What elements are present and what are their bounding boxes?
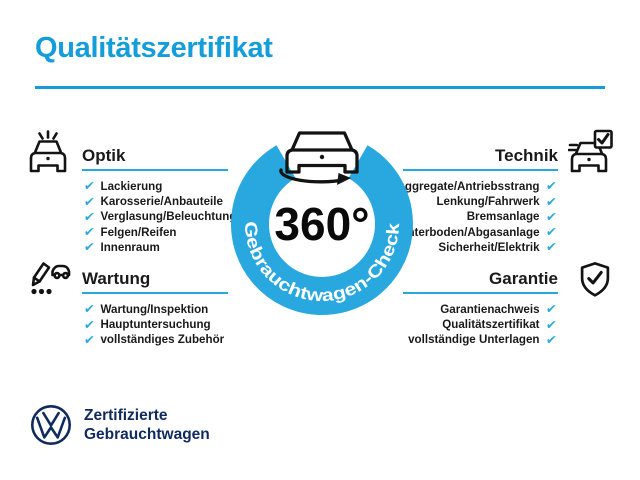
footer-line1: Zertifizierte <box>84 407 168 424</box>
section-heading-technik: Technik <box>495 146 558 165</box>
optik-checklist <box>84 179 236 255</box>
check-icon: ✔ <box>544 223 557 239</box>
section-rule-wartung <box>82 292 228 295</box>
section-rule-technik <box>403 169 558 172</box>
page-title: Qualitätszertifikat <box>35 32 273 64</box>
check-icon: ✔ <box>83 193 96 209</box>
list-item: Lenkung/Fahrwerk ✔ <box>436 193 557 209</box>
section-heading-wartung: Wartung <box>82 269 151 288</box>
list-item: Aggregate/Antriebsstrang ✔ <box>396 178 557 194</box>
footer-line2: Gebrauchtwagen <box>84 426 210 443</box>
check-icon: ✔ <box>544 193 557 209</box>
check-icon: ✔ <box>544 316 557 332</box>
list-item: Unterboden/Abgasanlage ✔ <box>399 223 557 239</box>
car-checkbox-icon <box>568 128 614 174</box>
list-item: ✔ Innenraum <box>83 239 160 255</box>
garantie-checklist <box>408 302 556 348</box>
section-heading-optik: Optik <box>82 146 126 165</box>
check-icon: ✔ <box>83 331 96 347</box>
wartung-checklist <box>84 302 224 348</box>
check-icon: ✔ <box>83 316 96 332</box>
section-heading-garantie: Garantie <box>489 269 558 288</box>
pencil-car-checklist-icon <box>26 258 72 304</box>
360-check-badge <box>222 114 422 324</box>
list-item: vollständige Unterlagen ✔ <box>408 331 557 347</box>
list-item: Bremsanlage ✔ <box>466 208 557 224</box>
check-icon: ✔ <box>544 208 557 224</box>
car-shine-icon <box>26 130 70 174</box>
list-item: ✔ Hauptuntersuchung <box>83 316 211 332</box>
list-item: ✔ Karosserie/Anbauteile <box>83 193 223 209</box>
car-rotate-icon <box>281 133 357 185</box>
section-rule-optik <box>82 169 228 172</box>
list-item: ✔ Verglasung/Beleuchtung <box>83 208 237 224</box>
check-icon: ✔ <box>83 239 96 255</box>
check-icon: ✔ <box>544 331 557 347</box>
check-icon: ✔ <box>544 301 557 317</box>
badge-value: 360° <box>274 198 370 250</box>
list-item: Sicherheit/Elektrik ✔ <box>438 239 557 255</box>
vw-logo <box>30 404 72 446</box>
list-item: ✔ Felgen/Reifen <box>83 223 177 239</box>
check-icon: ✔ <box>544 178 557 194</box>
check-icon: ✔ <box>83 208 96 224</box>
check-icon: ✔ <box>544 239 557 255</box>
title-divider <box>35 86 605 89</box>
section-rule-garantie <box>403 292 558 295</box>
list-item: ✔ Lackierung <box>83 178 163 194</box>
check-icon: ✔ <box>83 178 96 194</box>
footer-brand-text <box>84 406 210 444</box>
check-icon: ✔ <box>83 301 96 317</box>
list-item: Garantienachweis ✔ <box>440 301 557 317</box>
list-item: Qualitätszertifikat ✔ <box>442 316 557 332</box>
list-item: ✔ Wartung/Inspektion <box>83 301 209 317</box>
badge-ring-label: Gebrauchtwagen-Check <box>240 220 404 306</box>
check-icon: ✔ <box>83 223 96 239</box>
shield-check-icon <box>574 260 616 302</box>
list-item: ✔ vollständiges Zubehör <box>83 331 225 347</box>
